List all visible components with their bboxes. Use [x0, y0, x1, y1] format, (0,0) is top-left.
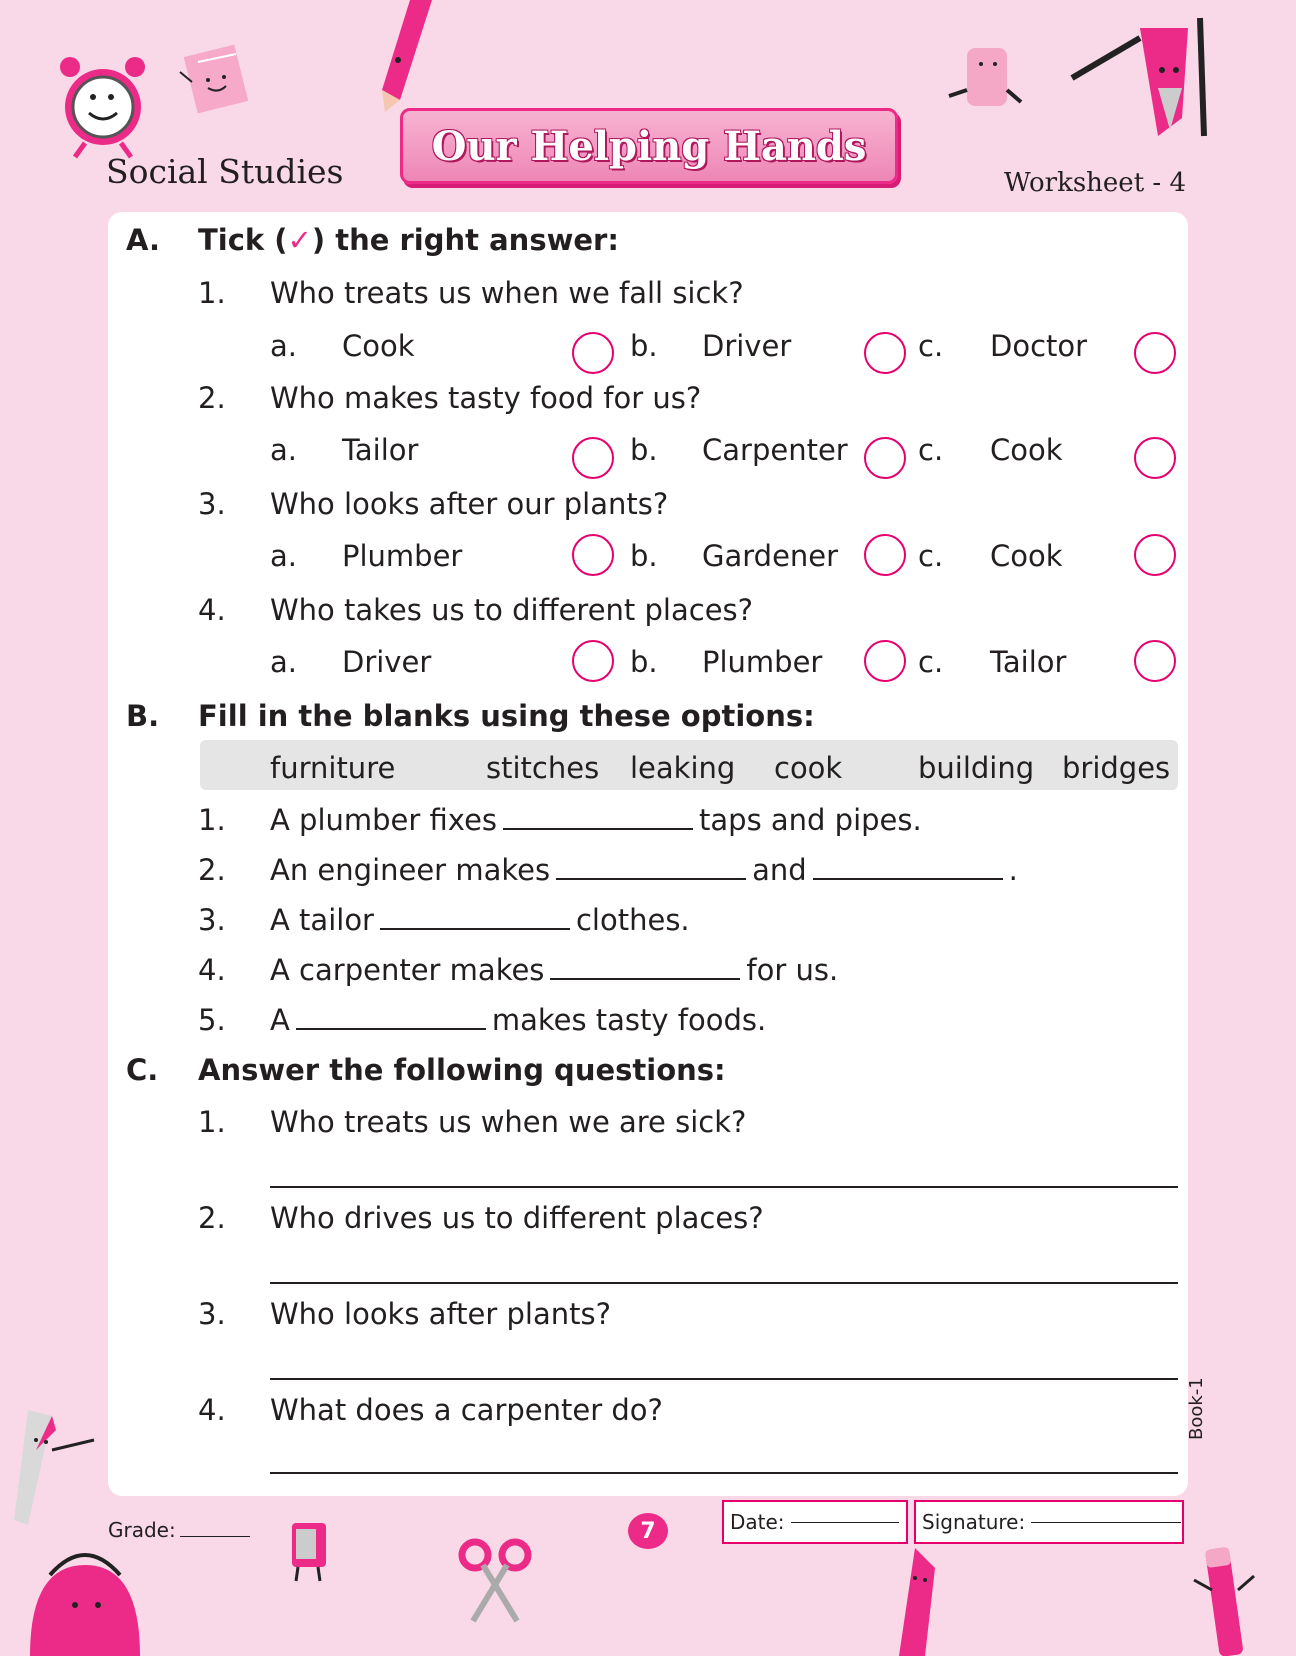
option-letter: b.: [630, 329, 658, 363]
word-bank-option: cook: [774, 751, 843, 785]
answer-circle[interactable]: [864, 640, 906, 682]
item-number: 1.: [198, 803, 226, 837]
word-bank-option: bridges: [1062, 751, 1171, 785]
section-c-heading: Answer the following questions:: [198, 1053, 726, 1087]
question-number: 1.: [198, 276, 226, 310]
worksheet-title: Our Helping Hands: [431, 122, 867, 170]
option-text: Gardener: [702, 539, 839, 573]
option-text: Driver: [702, 329, 792, 363]
grade-field: Grade:: [108, 1518, 250, 1542]
answer-circle[interactable]: [864, 437, 906, 479]
word-bank-option: leaking: [630, 751, 736, 785]
answer-line[interactable]: [270, 1186, 1178, 1188]
section-a-heading: Tick (✓) the right answer:: [198, 223, 619, 257]
word-bank-option: building: [918, 751, 1035, 785]
ruler-illustration: [8, 1410, 98, 1530]
answer-circle[interactable]: [1134, 437, 1176, 479]
blank-line[interactable]: [503, 804, 693, 830]
question-text: Who treats us when we fall sick?: [270, 276, 744, 310]
option-letter: c.: [918, 433, 944, 467]
answer-line[interactable]: [270, 1282, 1178, 1284]
worksheet-title-banner: [400, 108, 898, 184]
answer-circle[interactable]: [1134, 534, 1176, 576]
scissors-illustration: [455, 1535, 535, 1625]
sharpener-illustration: [282, 1515, 342, 1585]
pen-illustration: [1190, 1540, 1260, 1656]
signature-field[interactable]: Signature:: [914, 1500, 1184, 1544]
crayon-illustration: [885, 1548, 955, 1656]
option-text: Driver: [342, 645, 432, 679]
fill-blank-sentence: A tailor clothes.: [270, 903, 690, 937]
subject-label: Social Studies: [106, 152, 344, 191]
tick-icon: ✓: [287, 223, 312, 257]
section-b-letter: B.: [126, 699, 160, 733]
question-text: Who takes us to different places?: [270, 593, 754, 627]
option-text: Tailor: [342, 433, 419, 467]
alarm-clock-illustration: [55, 45, 150, 165]
blank-line[interactable]: [550, 954, 740, 980]
question-text: Who makes tasty food for us?: [270, 381, 702, 415]
question-text: Who looks after plants?: [270, 1297, 611, 1331]
item-number: 2.: [198, 853, 226, 887]
option-letter: c.: [918, 645, 944, 679]
option-text: Plumber: [342, 539, 463, 573]
pencil-illustration: [370, 0, 440, 115]
fill-blank-sentence: A plumber fixes taps and pipes.: [270, 803, 922, 837]
item-number: 4.: [198, 953, 226, 987]
option-letter: a.: [270, 329, 297, 363]
option-letter: c.: [918, 539, 944, 573]
option-text: Doctor: [990, 329, 1088, 363]
answer-circle[interactable]: [864, 534, 906, 576]
answer-circle[interactable]: [1134, 332, 1176, 374]
option-text: Tailor: [990, 645, 1067, 679]
blank-line[interactable]: [813, 854, 1003, 880]
fill-blank-sentence: A carpenter makes for us.: [270, 953, 839, 987]
item-number: 3.: [198, 903, 226, 937]
option-text: Carpenter: [702, 433, 848, 467]
question-text: Who drives us to different places?: [270, 1201, 764, 1235]
book-label: Book-1: [1186, 1377, 1207, 1440]
word-bank-option: furniture: [270, 751, 396, 785]
answer-circle[interactable]: [572, 332, 614, 374]
option-text: Cook: [342, 329, 415, 363]
question-number: 2.: [198, 1201, 226, 1235]
worksheet-number: Worksheet - 4: [1004, 168, 1186, 198]
option-letter: b.: [630, 539, 658, 573]
answer-line[interactable]: [270, 1472, 1178, 1474]
question-number: 3.: [198, 487, 226, 521]
page-number: 7: [628, 1513, 668, 1549]
option-text: Cook: [990, 539, 1063, 573]
option-letter: a.: [270, 433, 297, 467]
question-number: 2.: [198, 381, 226, 415]
fill-blank-sentence: A makes tasty foods.: [270, 1003, 767, 1037]
option-letter: c.: [918, 329, 944, 363]
bag-illustration: [20, 1525, 150, 1656]
option-letter: a.: [270, 539, 297, 573]
option-text: Plumber: [702, 645, 823, 679]
section-b-heading: Fill in the blanks using these options:: [198, 699, 815, 733]
question-number: 4.: [198, 1393, 226, 1427]
pencil-character-illustration: [1070, 8, 1210, 138]
answer-circle[interactable]: [1134, 640, 1176, 682]
word-bank-option: stitches: [486, 751, 600, 785]
question-number: 3.: [198, 1297, 226, 1331]
question-number: 1.: [198, 1105, 226, 1139]
eraser-illustration: [945, 40, 1025, 120]
option-letter: a.: [270, 645, 297, 679]
fill-blank-sentence: An engineer makes and .: [270, 853, 1018, 887]
blank-line[interactable]: [556, 854, 746, 880]
option-text: Cook: [990, 433, 1063, 467]
section-a-letter: A.: [126, 223, 160, 257]
blank-line[interactable]: [296, 1004, 486, 1030]
question-text: What does a carpenter do?: [270, 1393, 663, 1427]
answer-line[interactable]: [270, 1378, 1178, 1380]
option-letter: b.: [630, 433, 658, 467]
question-text: Who treats us when we are sick?: [270, 1105, 747, 1139]
question-text: Who looks after our plants?: [270, 487, 669, 521]
section-c-letter: C.: [126, 1053, 159, 1087]
answer-circle[interactable]: [864, 332, 906, 374]
item-number: 5.: [198, 1003, 226, 1037]
option-letter: b.: [630, 645, 658, 679]
answer-circle[interactable]: [572, 534, 614, 576]
answer-circle[interactable]: [572, 437, 614, 479]
notepad-illustration: [178, 42, 258, 122]
blank-line[interactable]: [380, 904, 570, 930]
date-field[interactable]: Date:: [722, 1500, 908, 1544]
answer-circle[interactable]: [572, 640, 614, 682]
question-number: 4.: [198, 593, 226, 627]
